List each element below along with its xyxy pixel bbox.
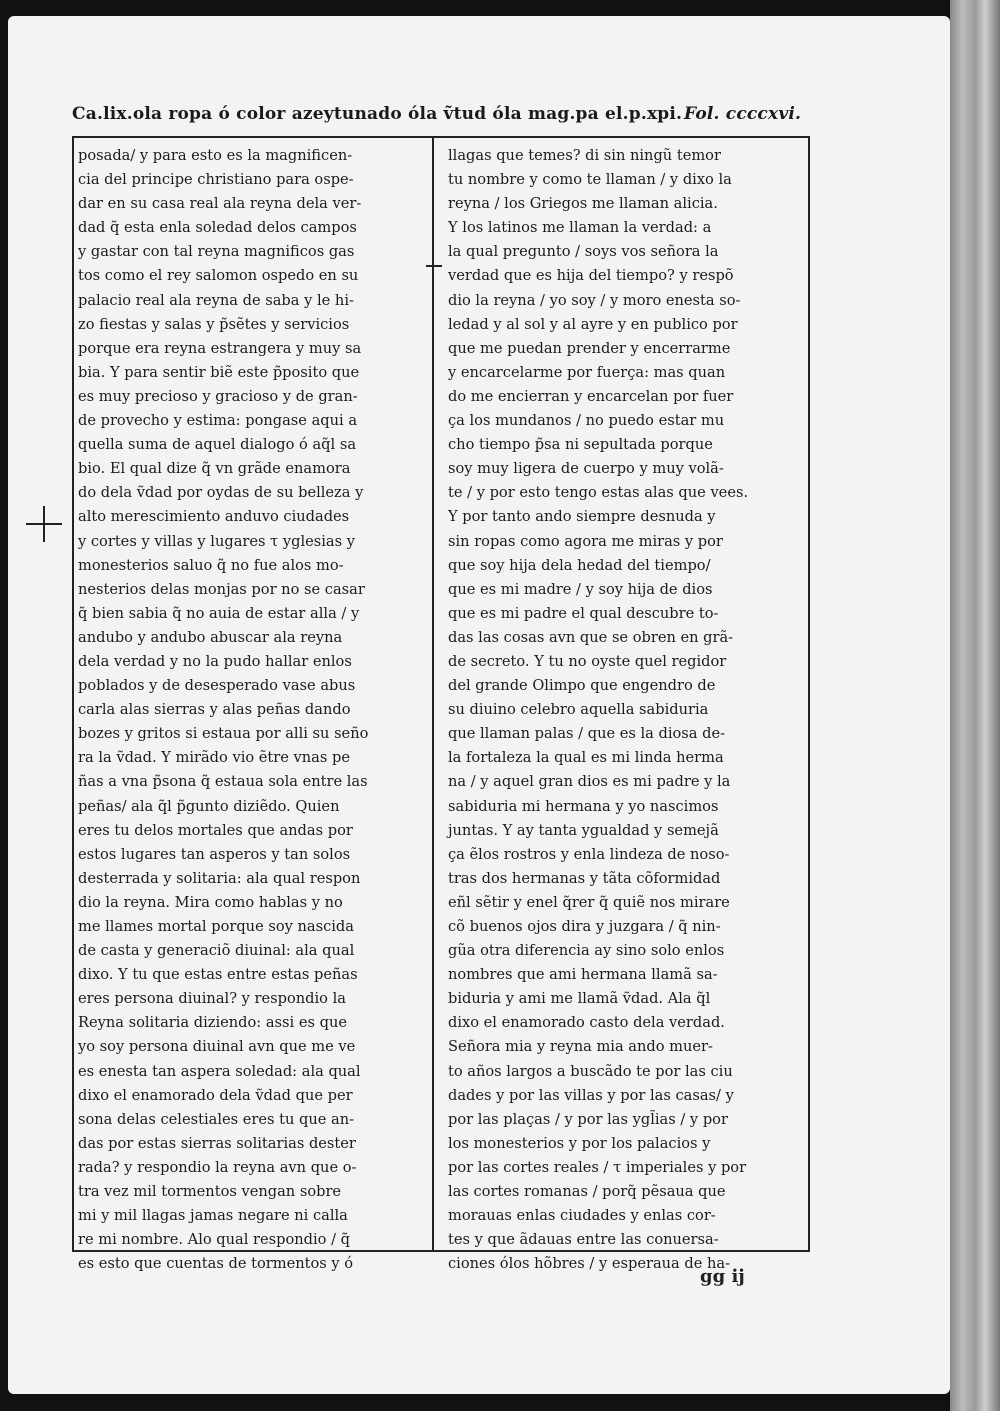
text-line: re mi nombre. Alo qual respondio / q̃ [78,1231,350,1249]
text-line: tos como el rey salomon ospedo en su [78,267,359,285]
text-line: del grande Olimpo que engendro de [448,677,716,695]
text-line: do me encierran y encarcelan por fuer [448,387,734,405]
column-divider-rule [432,138,434,1250]
text-line: y encarcelarme por fuerça: mas quan [448,363,726,381]
text-line: cõ buenos ojos dira y juzgara / q̃ nin- [448,918,721,935]
text-line: las cortes romanas / porq̃ pẽsaua que [448,1183,726,1201]
text-line: mi y mil llagas jamas negare ni calla [78,1207,348,1225]
text-line: alto merescimiento anduvo ciudades [78,508,350,526]
text-line: poblados y de desesperado vase abus [78,677,356,695]
text-line: porque era reyna estrangera y muy sa [78,339,362,357]
text-line: me llames mortal porque soy nascida [78,918,354,935]
text-line: morauas enlas ciudades y enlas cor- [448,1207,716,1225]
text-line: ça ẽlos rostros y enla lindeza de noso- [448,845,730,863]
text-line: de secreto. Y tu no oyste quel regidor [448,652,727,670]
text-line: yo soy persona diuinal avn que me ve [78,1038,356,1056]
text-line: y cortes y villas y lugares τ yglesias y [78,532,355,550]
text-line: ra la ṽdad. Y mirãdo vio ẽtre vnas pe [78,749,350,767]
text-line: la qual pregunto / soys vos señora la [448,243,719,261]
text-line: dela verdad y no la pudo hallar enlos [78,652,352,670]
text-line: tra vez mil tormentos vengan sobre [78,1183,342,1201]
text-line: eres persona diuinal? y respondio la [78,990,346,1008]
text-line: Señora mia y reyna mia ando muer- [448,1038,713,1056]
text-line: su diuino celebro aquella sabiduria [448,701,709,719]
text-line: dixo. Y tu que estas entre estas peñas [78,966,358,984]
text-line: soy muy ligera de cuerpo y muy volã- [448,460,724,478]
text-line: Y los latinos me llaman la verdad: a [448,219,712,237]
text-line: sona delas celestiales eres tu que an- [78,1110,355,1128]
text-line: ñas a vna p̃sona q̃ estaua sola entre las [78,773,368,791]
right-column [448,144,808,1273]
text-line: das las cosas avn que se obren en grã- [448,628,734,646]
text-line: por las plaças / y por las ygl̃ias / y por [448,1110,728,1128]
text-line: das por estas sierras solitarias dester [78,1134,356,1152]
text-line: carla alas sierras y alas peñas dando [78,701,351,719]
text-line: estos lugares tan asperos y tan solos [78,845,351,863]
text-line: la fortaleza la qual es mi linda herma [448,749,724,767]
text-line: dar en su casa real ala reyna dela ver- [78,195,362,213]
text-line: por las cortes reales / τ imperiales y por [448,1158,747,1176]
text-line: dixo el enamorado casto dela verdad. [448,1014,725,1032]
text-line: peñas/ ala q̃l p̃gunto diziẽdo. Quien [78,797,340,815]
text-line: dad q̃ esta enla soledad delos campos [78,219,357,237]
text-line: ciones ólos hõbres / y esperaua de ha- [448,1255,731,1273]
text-line: tes y que ãdauas entre las conuersa- [448,1231,719,1249]
text-line: q̃ bien sabia q̃ no auia de estar alla / y [78,604,360,622]
text-line: quella suma de aquel dialogo ó aq̃l sa [78,436,357,454]
text-line: sin ropas como agora me miras y por [448,532,723,550]
text-line: zo fiestas y salas y p̃sẽtes y servicios [78,315,350,333]
page-edge [950,0,1000,1411]
text-line: de casta y generaciõ diuinal: ala qual [78,942,355,960]
running-header [72,104,812,134]
text-line: dades y por las villas y por las casas/ y [448,1086,734,1104]
text-line: te / y por esto tengo estas alas que vees. [448,484,749,502]
text-line: cia del principe christiano para ospe- [78,171,354,189]
text-line: andubo y andubo abuscar ala reyna [78,628,343,646]
text-line: rada? y respondio la reyna avn que o- [78,1158,357,1176]
text-line: Reyna solitaria diziendo: assi es que [78,1014,347,1032]
text-line: que soy hija dela hedad del tiempo/ [448,556,711,574]
running-title: Ca.lix.ola ropa ó color azeytunado óla ṽtud óla mag.pa el.p.xpi. [72,104,683,124]
text-line: que llaman palas / que es la diosa de- [448,725,726,743]
text-line: bia. Y para sentir biẽ este p̃posito que [78,363,360,381]
margin-dash-mark [426,265,442,267]
text-line: posada/ y para esto es la magnificen- [78,147,353,164]
signature-mark: gg ij [700,1266,745,1287]
text-line: juntas. Y ay tanta ygualdad y semejã [448,821,719,839]
text-line: bio. El qual dize q̃ vn grãde enamora [78,460,351,478]
text-line: do dela ṽdad por oydas de su belleza y [78,484,364,502]
text-line: nesterios delas monjas por no se casar [78,580,365,598]
text-line: es esto que cuentas de tormentos y ó [78,1255,354,1273]
text-line: tras dos hermanas y tãta cõformidad [448,869,721,887]
text-line: eres tu delos mortales que andas por [78,821,353,839]
text-line: los monesterios y por los palacios y [448,1134,711,1152]
text-line: gũa otra diferencia ay sino solo enlos [448,942,725,960]
text-line: reyna / los Griegos me llaman alicia. [448,195,718,213]
margin-cross-mark [26,506,62,542]
text-line: palacio real ala reyna de saba y le hi- [78,291,354,309]
text-line: ça los mundanos / no puedo estar mu [448,412,725,430]
text-line: desterrada y solitaria: ala qual respon [78,869,361,887]
text-line: to años largos a buscãdo te por las ciu [448,1062,733,1080]
text-line: biduria y ami me llamã ṽdad. Ala q̃l [448,990,711,1008]
text-line: monesterios saluo q̃ no fue alos mo- [78,556,344,574]
text-line: y gastar con tal reyna magnificos gas [78,243,355,261]
left-column [78,144,422,1273]
text-line: que es mi padre el qual descubre to- [448,604,719,622]
text-line: eñl sẽtir y enel q̃rer q̃ quiẽ nos mirare [448,893,730,911]
text-line: dio la reyna / yo soy / y moro enesta so- [448,291,741,309]
text-line: na / y aquel gran dios es mi padre y la [448,773,731,791]
folio-number: Fol. ccccxvi. [684,104,802,124]
text-line: que es mi madre / y soy hija de dios [448,580,713,598]
text-line: es enesta tan aspera soledad: ala qual [78,1062,361,1080]
text-line: es muy precioso y gracioso y de gran- [78,387,358,405]
text-line: cho tiempo p̃sa ni sepultada porque [448,436,713,454]
left-column-rule [72,138,74,1250]
text-line: que me puedan prender y encerrarme [448,339,731,357]
text-line: verdad que es hija del tiempo? y respõ [448,267,734,285]
text-line: dio la reyna. Mira como hablas y no [78,893,343,911]
text-line: dixo el enamorado dela ṽdad que per [78,1086,353,1104]
text-line: bozes y gritos si estaua por alli su seño [78,725,369,743]
text-line: Y por tanto ando siempre desnuda y [448,508,716,526]
text-line: llagas que temes? di sin ningũ temor [448,147,721,164]
text-line: de provecho y estima: pongase aqui a [78,412,358,430]
text-line: ledad y al sol y al ayre y en publico por [448,315,738,333]
right-column-rule [808,138,810,1250]
text-line: nombres que ami hermana llamã sa- [448,966,718,984]
text-block [72,136,810,1273]
text-line: tu nombre y como te llaman / y dixo la [448,171,732,189]
text-line: sabiduria mi hermana y yo nascimos [448,797,719,815]
